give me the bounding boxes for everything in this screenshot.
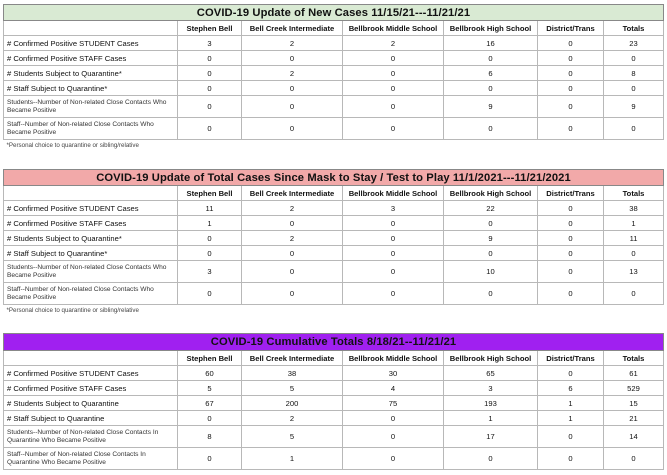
header-blank xyxy=(4,351,178,366)
row-label: # Confirmed Positive STUDENT Cases xyxy=(4,201,178,216)
table-row xyxy=(4,411,664,426)
cell: 1 xyxy=(538,396,604,411)
column-header: Totals xyxy=(604,21,664,36)
cell: 0 xyxy=(178,448,242,470)
cell: 23 xyxy=(604,36,664,51)
cell: 0 xyxy=(343,66,444,81)
column-header: Bellbrook High School xyxy=(444,186,538,201)
cell: 0 xyxy=(343,118,444,140)
cell: 1 xyxy=(242,448,343,470)
cell: 0 xyxy=(343,246,444,261)
cell: 38 xyxy=(242,366,343,381)
cell: 0 xyxy=(538,426,604,448)
cell: 22 xyxy=(444,201,538,216)
cell: 21 xyxy=(604,411,664,426)
cell: 0 xyxy=(604,283,664,305)
cell: 2 xyxy=(242,36,343,51)
column-header: Stephen Bell xyxy=(178,351,242,366)
cell: 0 xyxy=(538,51,604,66)
cell: 2 xyxy=(242,66,343,81)
row-label: # Students Subject to Quarantine* xyxy=(4,66,178,81)
cell: 11 xyxy=(604,231,664,246)
cell: 0 xyxy=(444,81,538,96)
section-title: COVID-19 Update of Total Cases Since Mask to Stay / Test to Play 11/1/2021---11/21/2021 xyxy=(4,170,664,186)
cell: 9 xyxy=(604,96,664,118)
cell: 6 xyxy=(538,381,604,396)
cell: 0 xyxy=(538,231,604,246)
cell: 3 xyxy=(343,201,444,216)
cell: 0 xyxy=(538,96,604,118)
cell: 0 xyxy=(538,201,604,216)
row-label: # Staff Subject to Quarantine* xyxy=(4,246,178,261)
cell: 0 xyxy=(538,118,604,140)
table-row xyxy=(4,246,664,261)
cell: 61 xyxy=(604,366,664,381)
cell: 6 xyxy=(444,66,538,81)
column-header: District/Trans xyxy=(538,351,604,366)
table-row xyxy=(4,51,664,66)
cell: 1 xyxy=(538,411,604,426)
total-cases-table xyxy=(3,169,664,317)
cell: 0 xyxy=(604,51,664,66)
new-cases-table xyxy=(3,4,664,152)
cell: 0 xyxy=(242,96,343,118)
cell: 0 xyxy=(444,216,538,231)
cell: 0 xyxy=(343,231,444,246)
cell: 0 xyxy=(444,51,538,66)
column-header: Bellbrook Middle School xyxy=(343,21,444,36)
cell: 193 xyxy=(444,396,538,411)
cell: 0 xyxy=(604,118,664,140)
cell: 0 xyxy=(242,118,343,140)
row-label: # Confirmed Positive STAFF Cases xyxy=(4,381,178,396)
row-label: # Confirmed Positive STAFF Cases xyxy=(4,216,178,231)
cell: 30 xyxy=(343,366,444,381)
cell: 0 xyxy=(343,216,444,231)
table-row xyxy=(4,261,664,283)
row-label: # Students Subject to Quarantine xyxy=(4,396,178,411)
cell: 0 xyxy=(444,283,538,305)
cell: 5 xyxy=(242,381,343,396)
table-row xyxy=(4,66,664,81)
cell: 0 xyxy=(242,283,343,305)
cell: 9 xyxy=(444,96,538,118)
cell: 0 xyxy=(604,246,664,261)
cumulative-totals-table xyxy=(3,333,664,470)
cell: 1 xyxy=(444,411,538,426)
column-header: Bell Creek Intermediate xyxy=(242,21,343,36)
column-header: Bell Creek Intermediate xyxy=(242,351,343,366)
cell: 529 xyxy=(604,381,664,396)
row-label: # Confirmed Positive STUDENT Cases xyxy=(4,366,178,381)
cell: 0 xyxy=(242,246,343,261)
cell: 0 xyxy=(178,231,242,246)
cell: 0 xyxy=(343,426,444,448)
row-label: # Students Subject to Quarantine* xyxy=(4,231,178,246)
row-label: Staff--Number of Non-related Close Contacts In Quarantine Who Became Positive xyxy=(4,448,178,470)
cell: 0 xyxy=(538,366,604,381)
table-row xyxy=(4,426,664,448)
cell: 5 xyxy=(178,381,242,396)
footnote: *Personal choice to quarantine or sibling/relative xyxy=(6,142,139,150)
cell: 0 xyxy=(242,81,343,96)
cell: 11 xyxy=(178,201,242,216)
row-label: Students--Number of Non-related Close Contacts Who Became Positive xyxy=(4,261,178,283)
cell: 0 xyxy=(538,246,604,261)
cell: 8 xyxy=(178,426,242,448)
cell: 60 xyxy=(178,366,242,381)
cell: 0 xyxy=(178,66,242,81)
cell: 0 xyxy=(343,283,444,305)
column-header: Bellbrook Middle School xyxy=(343,186,444,201)
cell: 67 xyxy=(178,396,242,411)
table-row xyxy=(4,366,664,381)
row-label: # Confirmed Positive STAFF Cases xyxy=(4,51,178,66)
footnote: *Personal choice to quarantine or sibling/relative xyxy=(6,307,139,315)
cell: 0 xyxy=(178,51,242,66)
column-header: District/Trans xyxy=(538,21,604,36)
cell: 2 xyxy=(242,411,343,426)
cell: 2 xyxy=(242,231,343,246)
row-label: # Staff Subject to Quarantine* xyxy=(4,81,178,96)
column-header: Totals xyxy=(604,351,664,366)
row-label: Staff--Number of Non-related Close Contacts Who Became Positive xyxy=(4,118,178,140)
cell: 0 xyxy=(343,411,444,426)
cell: 0 xyxy=(242,216,343,231)
cell: 13 xyxy=(604,261,664,283)
cell: 65 xyxy=(444,366,538,381)
cell: 0 xyxy=(343,448,444,470)
cell: 0 xyxy=(178,283,242,305)
cell: 9 xyxy=(444,231,538,246)
column-header: Bellbrook High School xyxy=(444,351,538,366)
cell: 17 xyxy=(444,426,538,448)
cell: 3 xyxy=(178,261,242,283)
column-header: Totals xyxy=(604,186,664,201)
cell: 0 xyxy=(178,246,242,261)
table-row xyxy=(4,81,664,96)
cell: 0 xyxy=(444,118,538,140)
row-label: # Confirmed Positive STUDENT Cases xyxy=(4,36,178,51)
cell: 0 xyxy=(343,81,444,96)
cell: 8 xyxy=(604,66,664,81)
table-row xyxy=(4,118,664,140)
cell: 0 xyxy=(242,261,343,283)
cell: 0 xyxy=(538,261,604,283)
column-header: Stephen Bell xyxy=(178,186,242,201)
table-row xyxy=(4,36,664,51)
table-row xyxy=(4,231,664,246)
column-header: Stephen Bell xyxy=(178,21,242,36)
cell: 0 xyxy=(538,216,604,231)
section-title: COVID-19 Cumulative Totals 8/18/21--11/21/21 xyxy=(4,334,664,351)
table-row xyxy=(4,283,664,305)
cell: 1 xyxy=(178,216,242,231)
cell: 4 xyxy=(343,381,444,396)
section-title: COVID-19 Update of New Cases 11/15/21---11/21/21 xyxy=(4,5,664,21)
column-header: Bellbrook High School xyxy=(444,21,538,36)
table-row xyxy=(4,396,664,411)
cell: 200 xyxy=(242,396,343,411)
table-row xyxy=(4,381,664,396)
cell: 0 xyxy=(444,246,538,261)
column-header: Bell Creek Intermediate xyxy=(242,186,343,201)
cell: 14 xyxy=(604,426,664,448)
cell: 2 xyxy=(343,36,444,51)
cell: 38 xyxy=(604,201,664,216)
cell: 75 xyxy=(343,396,444,411)
table-row xyxy=(4,201,664,216)
column-header: District/Trans xyxy=(538,186,604,201)
cell: 0 xyxy=(343,261,444,283)
cell: 16 xyxy=(444,36,538,51)
cell: 0 xyxy=(538,36,604,51)
row-label: Students--Number of Non-related Close Contacts Who Became Positive xyxy=(4,96,178,118)
header-blank xyxy=(4,186,178,201)
cell: 0 xyxy=(178,81,242,96)
cell: 0 xyxy=(444,448,538,470)
table-row xyxy=(4,448,664,470)
row-label: Students--Number of Non-related Close Contacts In Quarantine Who Became Positive xyxy=(4,426,178,448)
cell: 0 xyxy=(178,96,242,118)
cell: 0 xyxy=(178,411,242,426)
cell: 0 xyxy=(343,96,444,118)
cell: 2 xyxy=(242,201,343,216)
cell: 3 xyxy=(444,381,538,396)
cell: 0 xyxy=(604,448,664,470)
row-label: Staff--Number of Non-related Close Contacts Who Became Positive xyxy=(4,283,178,305)
cell: 3 xyxy=(178,36,242,51)
cell: 0 xyxy=(178,118,242,140)
cell: 0 xyxy=(604,81,664,96)
cell: 5 xyxy=(242,426,343,448)
table-row xyxy=(4,96,664,118)
cell: 0 xyxy=(538,66,604,81)
cell: 0 xyxy=(538,81,604,96)
header-blank xyxy=(4,21,178,36)
cell: 0 xyxy=(343,51,444,66)
cell: 0 xyxy=(242,51,343,66)
row-label: # Staff Subject to Quarantine xyxy=(4,411,178,426)
cell: 1 xyxy=(604,216,664,231)
cell: 10 xyxy=(444,261,538,283)
column-header: Bellbrook Middle School xyxy=(343,351,444,366)
cell: 0 xyxy=(538,448,604,470)
table-row xyxy=(4,216,664,231)
cell: 0 xyxy=(538,283,604,305)
cell: 15 xyxy=(604,396,664,411)
